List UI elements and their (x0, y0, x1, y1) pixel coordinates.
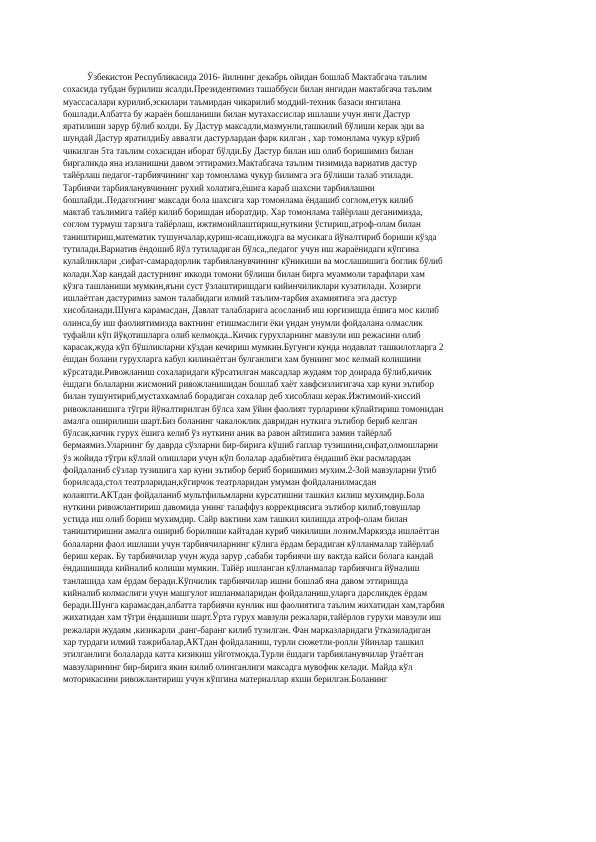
paragraph-line: кўзга ташланиши мумкин,яъни суст ўзлаштиришдаги кийинчиликлари кузатилади. Хозирги (63, 280, 421, 291)
paragraph-line: кўрсатади.Ривожланиш сохаларидаги кўрсатилган максадлар жудаям тор доирада бўлиб,кичик (63, 366, 432, 377)
paragraph-line: хисобланади.Шунга карамасдан, Давлат талабларига асосланиб иш юргизишда ёшига мос килиб (63, 305, 439, 316)
paragraph-line: ўз жойида тўгри кўллай олишлари учун кўп болалар адабиётига ёндашиб ёки расмлардан (63, 452, 411, 463)
paragraph-line: ёшдаги болаларни жисмоний ривожланишидан бошлаб хаёт хавфсизлигигача хар куни эътибор (63, 379, 434, 390)
paragraph-line: таништириш,математик тушунчалар,куриш-ясаш,ижодга ва мусикага йўналтириб бориши кўзда (63, 231, 437, 242)
paragraph-line: кулайликлари ,сифат-самарадорлик тарбияланувчининг кўникиши ва мослашишига боглик бўлиб (63, 256, 443, 267)
paragraph-line: мавзуларининг бир-бирига якин килиб олинганлиги максадга мувофик келади. Майда кўл (63, 661, 413, 672)
paragraph-line: болаларни фаол ишлаши учун тарбиячиларнинг кўлига ёрдам берадиган кўлланмалар тайёрлаб (63, 538, 434, 549)
paragraph-line: режалари жудаям ,кизикарли ,ранг-баранг килиб тузилган. Фан марказларидаги ўтказиладиган (63, 624, 431, 635)
paragraph-line: ишлаётган дастуримиз замон талабидаги илмий таълим-тарбия ахамиятига эга дастур (63, 293, 397, 304)
paragraph-line: кийналиб колмаслиги учун машгулот ишланмаларидан фойдаланиш,уларга дарсликдек ёрдам (63, 587, 428, 598)
paragraph-line: танлашида хам ёрдам беради.Кўпчилик тарбиячилар ишни бошлаб яна давом эттиришда (63, 575, 409, 586)
paragraph-line: борилсада,стол театрларидан,кўгирчок театрларидан умуман фойдаланилмасдан (63, 477, 377, 488)
paragraph-line: амалга оширилиши шарт.Биз боланинг чакалоклик давридан нуткига эътибор бериб келган (63, 415, 418, 426)
paragraph-line: нуткини ривожлантириш давомида унинг талаффуз коррекциясига эътибор килиб,товушлар (63, 501, 421, 512)
paragraph-line: хар турдаги илмий тажрибалар,АКТдан фойдаланиш, турли сюжетли-ролли ўйинлар ташкил (63, 636, 424, 647)
paragraph-line: бўлсак,кичик гурух ёшига келиб ўз нуткини аник ва равон айтишига замин тайёрлаб (63, 428, 392, 439)
paragraph-line: колади.Хар кандай дастурнинг иккоди томони бўлиши билан бирга муаммоли тарафлари хам (63, 268, 425, 279)
paragraph-line: ёндашишида кийналиб колиши мумкин. Тайёр ишланган кўлланмалар тарбиячига йўналиш (63, 563, 420, 574)
paragraph-line: яратилиши зарур бўлиб колди. Бу Дастур максадли,мазмунли,ташкилий бўлиши керак эди ва (63, 121, 425, 132)
paragraph-line: бермаямиз.Уларнинг бу даврда сўзларни бир-бирига кўшиб гаплар тузишини,сифат,олмошларни (63, 440, 438, 451)
paragraph-line: фойдаланиб сўзлар тузишига хар куни эътибор бериб боришимиз мухим.2-3ой мавзуларни ўтиб (63, 465, 437, 475)
paragraph-line: туфайли кўп йўқотишларга олиб келмокда..Кичик гурухларнинг мавзули иш режасини олиб (63, 329, 421, 340)
paragraph-line: биргаликда яна изланишни давом эттирамиз.Мактабгача таълим тизимида вариатив дастур (63, 157, 417, 168)
paragraph-line: ёшдан болани гурухларга кабул килинаётган булганлиги хам буниинг мос келмай колишини (63, 354, 422, 365)
paragraph-line: соглом турмуш тарзига тайёрлаш, ижтимоийлаштириш,нуткини ўстириш,атроф-олам билан (63, 219, 421, 230)
paragraph-line: шундай Дастур яратилдиБу аввалги дастурлардан фарк килган , хар томонлама чукур кўриб (63, 133, 420, 144)
paragraph-line: мактаб таълимига тайёр килиб боришдан иборатдир. Хар томонлама тайёрлаш деганимизда, (63, 207, 423, 218)
paragraph-line: беради.Шунга карамасдан,албатта тарбиячи кунлик иш фаолиятига таълим жихатидан хам,тарбия (63, 600, 445, 611)
paragraph-line: чикилган 5та таълим сохасидан иборат бўлди.Бу Дастур билан иш олиб боришимиз билан (63, 145, 414, 156)
paragraph-line: устида иш олиб бориш мухимдир. Сайр вактини хам ташкил килишда атроф-олам билан (63, 514, 408, 525)
paragraph-line: бошлайди..Педагогнинг максади бола шахсига хар томонлама ёндашиб соглом,етук килиб (63, 194, 414, 205)
paragraph-line: ривожланишига тўгри йўналтирилган бўлса хам ўйин фаолият турларини кўпайтириш томонидан (63, 403, 444, 414)
paragraph-line: сохасида тубдан бурилиш ясалди.Президентимиз ташаббуси билан янгидан мактабгача таълим (63, 84, 432, 95)
body-text (63, 71, 543, 685)
paragraph-line: бериш керак. Бу тарбиячилар учун жуда зарур ,сабаби тарбиячи шу вактда кайси болага кандай (63, 550, 434, 561)
paragraph-line: муассасалари курилиб,эскилари таъмирдан чикарилиб моддий-техник базаси янгилана (63, 96, 401, 107)
paragraph-line: жихатидан хам тўгри ёндашиши шарт.Ўрта гурух мавзули режалари,тайёрлов гурухи мавзули иш (63, 612, 442, 623)
paragraph-line: тутилади.Вариатив ёндошиб йўл тутиладиган бўлса,,педагог учун иш жараёнидаги кўпгина (63, 243, 420, 254)
paragraph-line: колаяпти.АКТдан фойдаланиб мультфильмларни курсатишни ташкил килиш мухимдир.Бола (63, 489, 425, 500)
paragraph-line: Ўзбекистон Республикасида 2016- йилнинг декабрь ойидан бошлаб Мактабгача таълим (87, 72, 428, 82)
paragraph-line: моторикасини ривожлантириш учун кўпгина материаллар яхши берилган.Боланинг (63, 673, 388, 684)
paragraph-line: таништиришни амалга ошириб борилиши кайтадан куриб чикилиши лозим.Маркязда ишлаётган (63, 526, 440, 537)
paragraph-line: Тарбиячи тарбияланувчининг рухий холатига,ёшига караб шахсни тарбиялашни (63, 182, 375, 193)
paragraph-line: олинса,бу иш фаолиятимизда вактнинг етишмаслиги ёки үндан унумли фойдалана олмаслик (63, 317, 423, 328)
paragraph-line: этилганлиги болаларда катта кизикиш уйготмокда.Турли ёшдаги тарбияланувчилар ўтаётган (63, 649, 424, 660)
paragraph-line: бошлади.Албатта бу жараён бошланиши билан мутахассислар ишлаши учун янги Дастур (63, 108, 411, 119)
paragraph-line: билан тушунтириб,мустахкамлаб борадиган сохалар деб хисоблаш керак.Ижтимоий-хиссий (63, 391, 421, 402)
paragraph-line: карасак,жуда кўп бўшликларни кўздан кечириш мумкин.Бугунги кунда нодавлат ташкилотларга 2 (63, 342, 444, 353)
paragraph-line: тайёрлаш педагог-тарбиячининг хар томонлама чукур билимга эга бўлиши талаб этилади. (63, 170, 414, 181)
